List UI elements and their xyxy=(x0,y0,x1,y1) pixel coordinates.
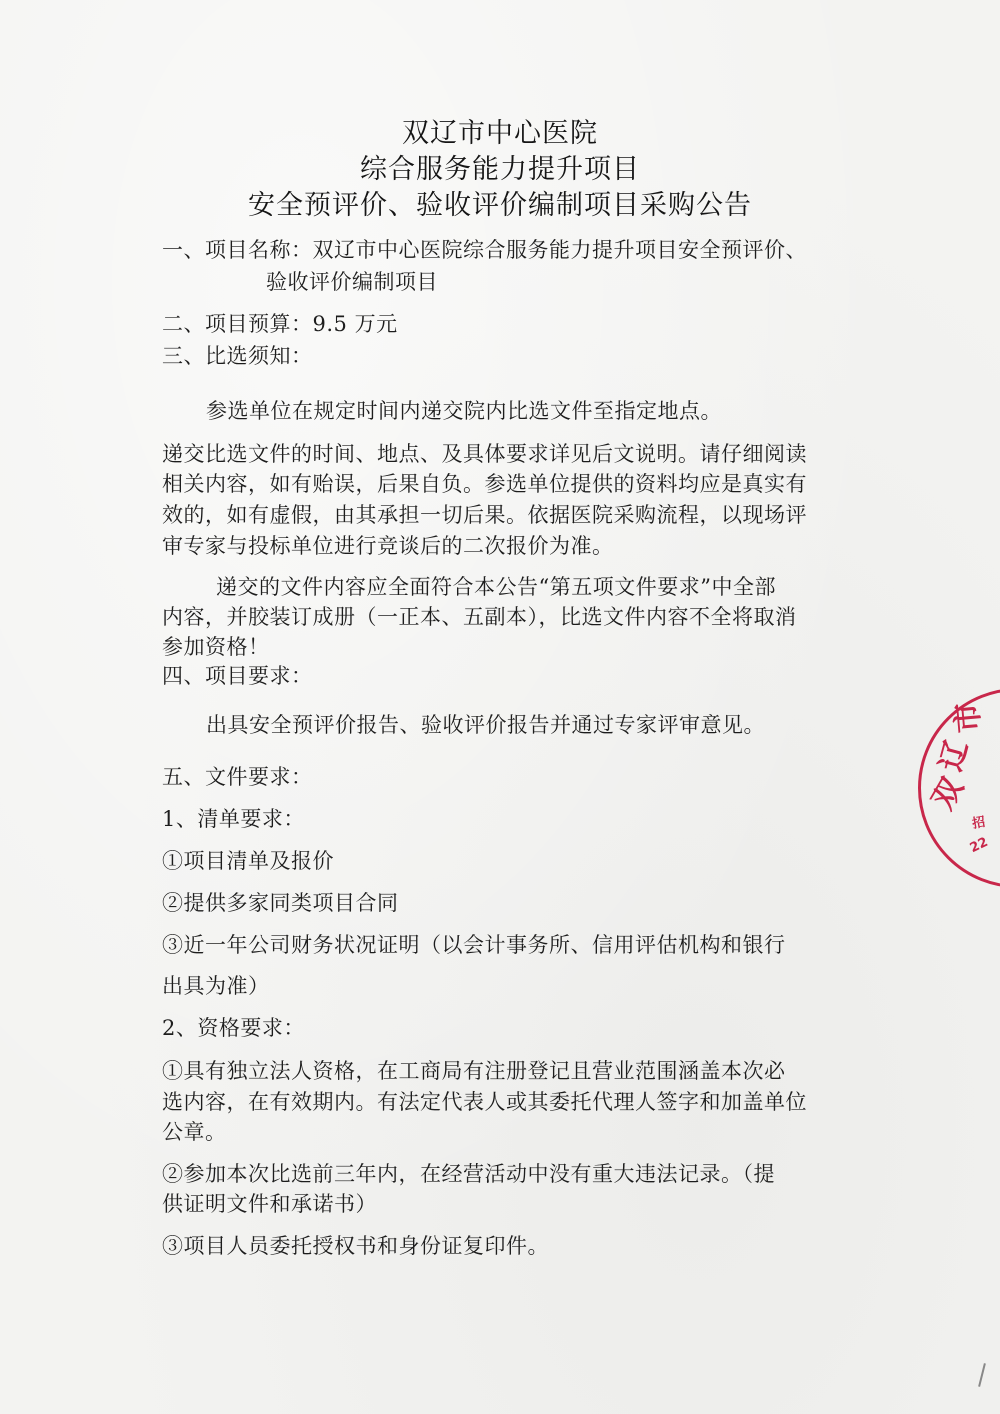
section4-para: 出具安全预评价报告、验收评价报告并通过专家评审意见。 xyxy=(206,713,765,737)
qualification-item1-line2: 选内容，在有效期内。有法定代表人或其委托代理人签字和加盖单位 xyxy=(162,1090,807,1114)
stamp-number: 22 xyxy=(967,834,991,857)
qualification-item1-line1: ①具有独立法人资格，在工商局有注册登记且营业范围涵盖本次必 xyxy=(162,1059,786,1083)
list-requirement-item: ②提供多家同类项目合同 xyxy=(162,891,399,915)
qualification-requirements-heading: 2、资格要求： xyxy=(162,1016,305,1040)
stamp-small-char: 招 xyxy=(971,814,987,832)
qualification-item2-line1: ②参加本次比选前三年内，在经营活动中没有重大违法记录。（提 xyxy=(162,1162,775,1186)
stamp-char: 双 xyxy=(925,772,971,816)
section4-heading: 四、项目要求： xyxy=(162,664,313,688)
document-title xyxy=(0,116,1000,224)
section1-project-name-cont: 验收评价编制项目 xyxy=(266,270,438,294)
section3-para2-line4: 审专家与投标单位进行竞谈后的二次报价为准。 xyxy=(162,534,614,558)
section3-para2-line1: 递交比选文件的时间、地点、及具体要求详见后文说明。请仔细阅读 xyxy=(162,442,807,466)
section3-para2-line2: 相关内容，如有贻误，后果自负。参选单位提供的资料均应是真实有 xyxy=(162,472,807,496)
title-line-hospital: 双辽市中心医院 xyxy=(402,118,598,149)
section5-heading: 五、文件要求： xyxy=(162,765,313,789)
stamp-char: 市 xyxy=(949,701,988,735)
section3-para3-line3: 参加资格！ xyxy=(162,635,270,659)
title-line-project: 综合服务能力提升项目 xyxy=(360,154,640,185)
section3-para1: 参选单位在规定时间内递交院内比选文件至指定地点。 xyxy=(206,399,722,423)
qualification-item3: ③项目人员委托授权书和身份证复印件。 xyxy=(162,1234,549,1258)
section1-project-name: 一、项目名称：双辽市中心医院综合服务能力提升项目安全预评价、 xyxy=(162,238,807,262)
qualification-item1-line3: 公章。 xyxy=(162,1120,227,1144)
section2-budget: 二、项目预算：9.5 万元 xyxy=(162,312,398,336)
list-requirement-item-cont: 出具为准） xyxy=(162,974,270,998)
stamp-char: 辽 xyxy=(933,736,976,775)
qualification-item2-line2: 供证明文件和承诺书） xyxy=(162,1192,377,1216)
list-requirements-heading: 1、清单要求： xyxy=(162,807,305,831)
scan-edge-mark xyxy=(978,1363,986,1387)
section3-para3-line1: 递交的文件内容应全面符合本公告“第五项文件要求”中全部 xyxy=(216,575,776,599)
section3-heading: 三、比选须知： xyxy=(162,344,313,368)
section3-para3-line2: 内容，并胶装订成册（一正本、五副本），比选文件内容不全将取消 xyxy=(162,605,797,629)
section3-para2-line3: 效的，如有虚假，由其承担一切后果。依据医院采购流程，以现场评 xyxy=(162,503,807,527)
list-requirement-item: ③近一年公司财务状况证明（以会计事务所、信用评估机构和银行 xyxy=(162,933,786,957)
list-requirement-item: ①项目清单及报价 xyxy=(162,849,334,873)
title-line-announcement: 安全预评价、验收评价编制项目采购公告 xyxy=(248,190,752,221)
